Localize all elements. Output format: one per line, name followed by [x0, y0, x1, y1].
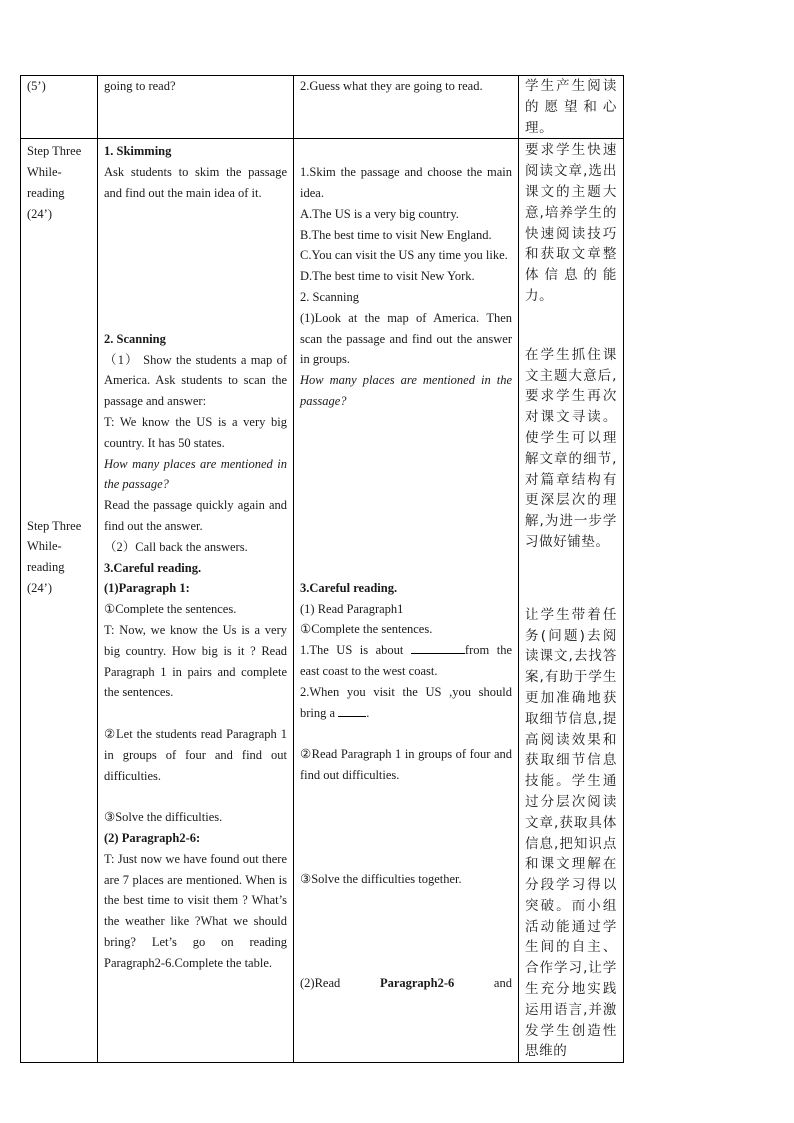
scanning-read: Read the passage quickly again and find out the answer. [104, 498, 287, 533]
student-activity-cell [294, 139, 519, 1063]
table-row [21, 76, 624, 139]
purpose-cell [519, 139, 624, 1063]
step-label: reading [27, 185, 65, 200]
step-cell [21, 76, 98, 139]
purpose-text: 学生产生阅读的愿望和心理。 [525, 78, 617, 136]
paragraph1-heading: (1)Paragraph 1: [104, 581, 190, 596]
paragraph1-task: ①Complete the sentences. [104, 602, 237, 617]
skimming-text: Ask students to skim the passage and find out the main idea of it. [104, 165, 287, 200]
paragraph1-solve: ③Solve the difficulties. [104, 810, 223, 825]
step-cell [21, 139, 98, 1063]
complete-sentences: ①Complete the sentences. [300, 622, 433, 637]
read-paragraph1: (1) Read Paragraph1 [300, 601, 404, 616]
sentence-2: 2.When you visit the US ,you should bring a . [300, 684, 512, 720]
sentence-1: 1.The US is about from the east coast to the west coast. [300, 640, 512, 682]
skimming-heading: 1. Skimming [104, 144, 172, 159]
scanning-step-1: （1） Show the students a map of America. Ask students to scan the passage and answer: [104, 352, 287, 409]
purpose-skimming: 要求学生快速阅读文章,选出课文的主题大意,培养学生的快速阅读技巧和获取文章整体信息的能力。 [525, 142, 617, 304]
step-label: While- [27, 539, 62, 554]
groups-of-four: ②Read Paragraph 1 in groups of four and find out difficulties. [300, 747, 512, 782]
step-label: Step Three [27, 518, 82, 533]
student-text: 2.Guess what they are going to read. [300, 79, 483, 93]
paragraph2-6-teacher: T: Just now we have found out there are 7 places are mentioned. When is the best time to visit them ? What’s the weather like ?What we should bring? Let’s go on reading Paragraph2-6.Complete the table. [104, 851, 287, 970]
skim-instruction: 1.Skim the passage and choose the main idea. [300, 165, 512, 200]
step-time: (24’) [27, 580, 52, 595]
lesson-plan-table [20, 75, 624, 1063]
paragraph2-6-heading: (2) Paragraph2-6: [104, 830, 201, 845]
step-label: While- [27, 165, 62, 180]
careful-reading-heading: 3.Careful reading. [104, 560, 202, 575]
paragraph1-groups: ②Let the students read Paragraph 1 in groups of four and find out difficulties. [104, 726, 287, 783]
option-b: B.The best time to visit New England. [300, 227, 492, 242]
teacher-text: going to read? [104, 79, 176, 93]
purpose-scanning: 在学生抓住课文主题大意后,要求学生再次对课文寻读。使学生可以理解文章的细节,对篇章结构有更深层次的理解,为进一步学习做好铺垫。 [525, 346, 617, 550]
step-time: (5’) [27, 79, 46, 93]
blank-line [338, 703, 366, 717]
step-label: Step Three [27, 144, 82, 159]
read-paragraph2-6: (2)Read Paragraph2-6 and [300, 975, 512, 990]
purpose-careful-reading: 让学生带着任务(问题)去阅读课文,去找答案,有助于学生更加准确地获取细节信息,提高阅读效果和获取细节信息技能。学生通过分层次阅读文章,获取具体信息,把知识点和课文理解在分段学习得以突破。而小组活动能通过学生间的自主、合作学习,让学生充分地实践运用语言,并激发学生创造性思维的 [525, 606, 617, 1060]
scanning-question: How many places are mentioned in the passage? [300, 373, 512, 408]
scanning-question: How many places are mentioned in the passage? [104, 456, 287, 492]
scanning-heading: 2. Scanning [300, 289, 360, 304]
solve-difficulties: ③Solve the difficulties together. [300, 871, 462, 886]
scanning-step-2: （2）Call back the answers. [104, 539, 248, 554]
blank-line [411, 640, 465, 654]
option-a: A.The US is a very big country. [300, 206, 459, 221]
option-d: D.The best time to visit New York. [300, 269, 475, 284]
step-label: reading [27, 560, 65, 575]
careful-reading-heading: 3.Careful reading. [300, 580, 398, 595]
teacher-says: T: We know the US is a very big country. It has 50 states. [104, 414, 287, 450]
table-row [21, 139, 624, 1063]
student-activity-cell [294, 76, 519, 139]
paragraph1-teacher: T: Now, we know the Us is a very big country. How big is it ? Read Paragraph 1 in pairs and complete the sentences. [104, 622, 287, 700]
teacher-activity-cell [98, 139, 294, 1063]
step-time: (24’) [27, 206, 52, 221]
teacher-activity-cell [98, 76, 294, 139]
option-c: C.You can visit the US any time you like. [300, 248, 508, 263]
purpose-cell [519, 76, 624, 139]
scanning-heading: 2. Scanning [104, 331, 166, 346]
scanning-task: (1)Look at the map of America. Then scan the passage and find out the answer in groups. [300, 310, 512, 367]
